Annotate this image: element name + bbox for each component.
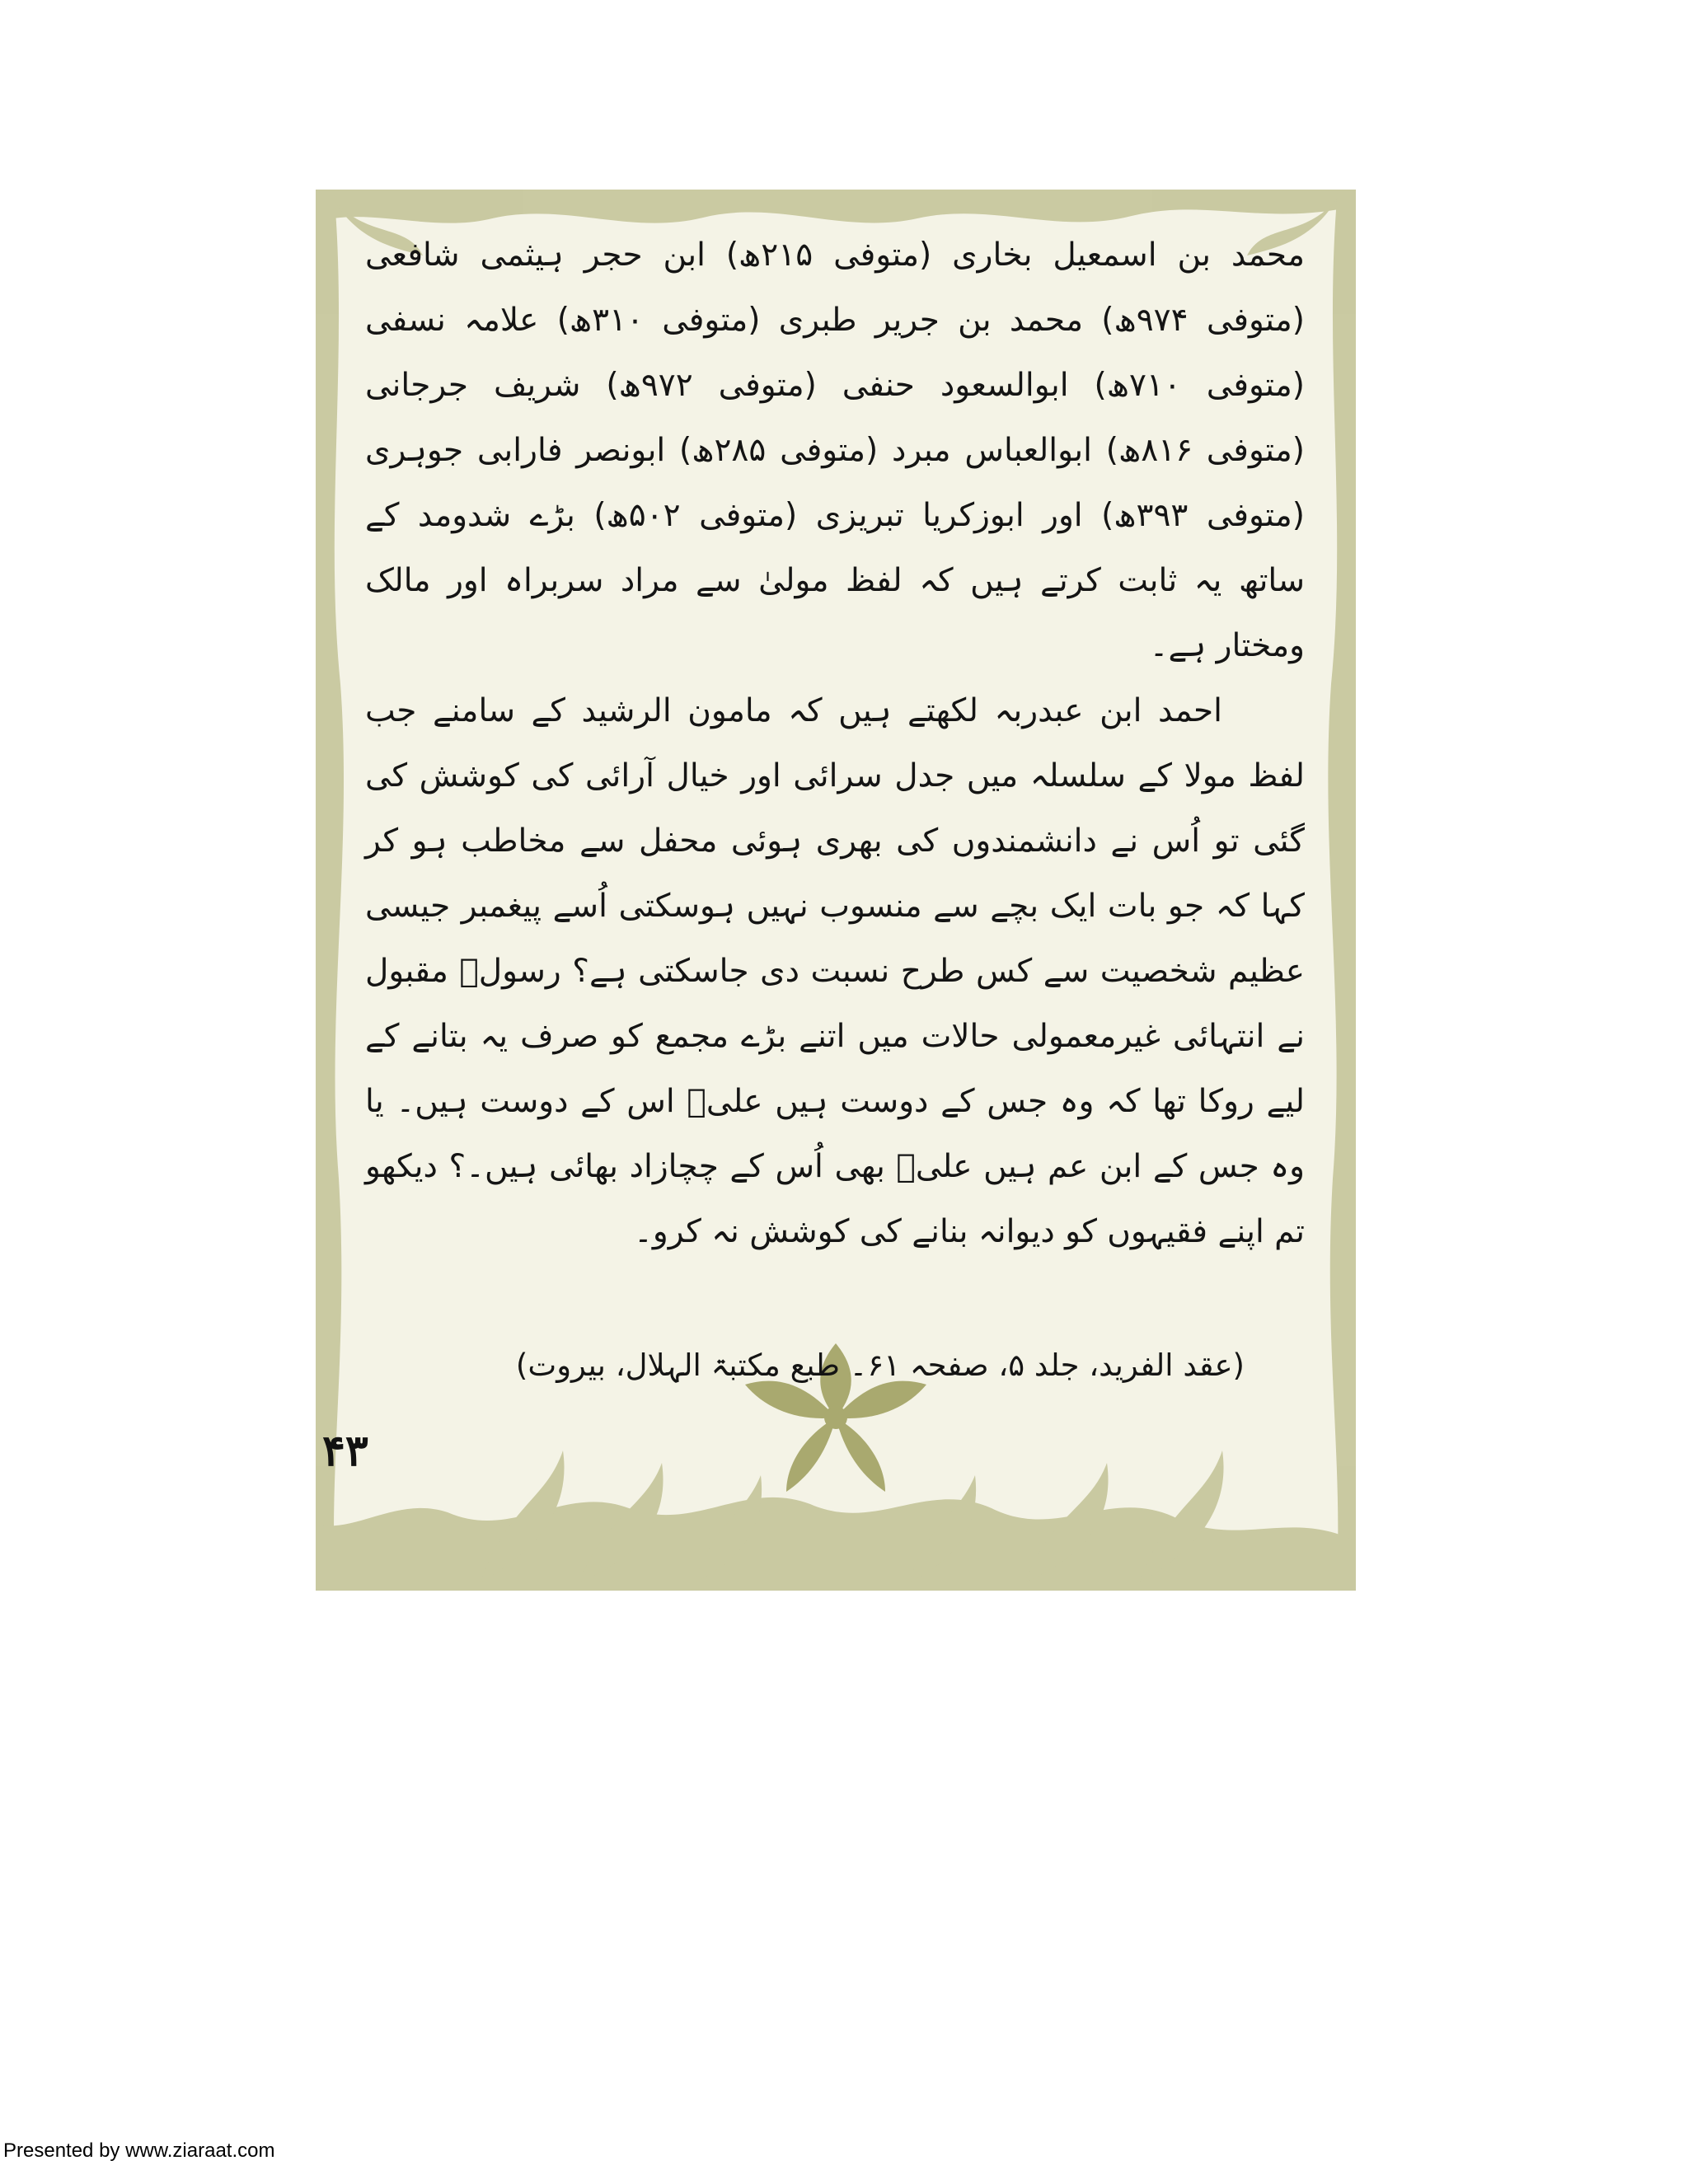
page-number: ۴۳ [322, 1426, 368, 1476]
body-text [365, 223, 1305, 1264]
footer-credit: Presented by www.ziaraat.com [3, 2139, 275, 2162]
book-page [316, 190, 1356, 1591]
paragraph-1: محمد بن اسمعیل بخاری (متوفی ۲۱۵ھ) ابن حجر ہیثمی شافعی (متوفی ۹۷۴ھ) محمد بن جریر طبری (متوفی ۳۱۰ھ) علامہ نسفی (متوفی ۷۱۰ھ) ابوالسعود حنفی (متوفی ۹۷۲ھ) شریف جرجانی (متوفی ۸۱۶ھ) ابوالعباس مبرد (متوفی ۲۸۵ھ) ابونصر فارابی جوہری (متوفی ۳۹۳ھ) اور ابوزکریا تبریزی (متوفی ۵۰۲ھ) بڑے شدومد کے ساتھ یہ ثابت کرتے ہیں کہ لفظ مولیٰ سے مراد سربراہ اور مالک ومختار ہے۔ [365, 237, 1306, 664]
citation: (عقد الفرید، جلد ۵، صفحہ ۶۱۔ طبع مکتبۃ الہلال، بیروت) [515, 1347, 1245, 1383]
paragraph-2: احمد ابن عبدربہ لکھتے ہیں کہ مامون الرشید کے سامنے جب لفظ مولا کے سلسلہ میں جدل سرائی اور خیال آرائی کی کوشش کی گئی تو اُس نے دانشمندوں کی بھری ہوئی محفل سے مخاطب ہو کر کہا کہ جو بات ایک بچے سے منسوب نہیں ہوسکتی اُسے پیغمبر جیسی عظیم شخصیت سے کس طرح نسبت دی جاسکتی ہے؟ رسولؐ مقبول نے انتہائی غیرمعمولی حالات میں اتنے بڑے مجمع کو صرف یہ بتانے کے لیے روکا تھا کہ وہ جس کے دوست ہیں علیؑ اس کے دوست ہیں۔ یا وہ جس کے ابن عم ہیں علیؑ بھی اُس کے چچازاد بھائی ہیں۔؟ دیکھو تم اپنے فقیہوں کو دیوانہ بنانے کی کوشش نہ کرو۔ [365, 692, 1305, 1250]
